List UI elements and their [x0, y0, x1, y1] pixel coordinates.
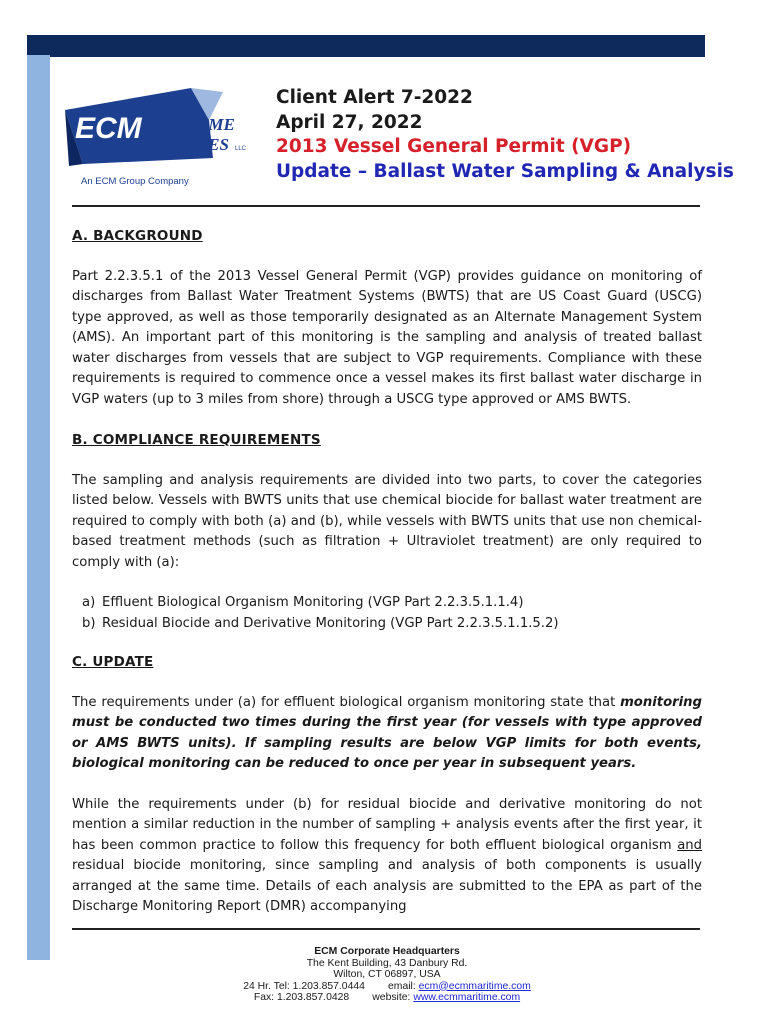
footer-address-line-2: Wilton, CT 06897, USA [333, 969, 441, 980]
footer-address-line-1: The Kent Building, 43 Danbury Rd. [306, 957, 468, 969]
document-body [72, 226, 702, 938]
alert-subject: 2013 Vessel General Permit (VGP) [276, 136, 632, 157]
footer-hq-title: ECM Corporate Headquarters [314, 946, 460, 957]
section-c-paragraph-1: The requirements under (a) for effluent biological organism monitoring state that monitoring must be conducted two times during the first year (for vessels with type approved or AMS BWTS units). If sampling results are below VGP limits for both events, biological monitoring can be reduced to once per year in subsequent years. [72, 694, 702, 771]
logo-maritime-text: MARITIME [147, 115, 235, 134]
top-banner-bar [27, 35, 705, 57]
section-a-body: Part 2.2.3.5.1 of the 2013 Vessel General Permit (VGP) provides guidance on monitoring of discharges from Ballast Water Treatment Systems (BWTS) that are US Coast Guard (USCG) type approved, as well as those temporarily designated as an Alternate Management System (AMS). An important part of this monitoring is the sampling and analysis of treated ballast water discharges from vessels that are subject to VGP requirements. Compliance with these requirements is required to commence once a vessel makes its first ballast water discharge in VGP waters (up to 3 miles from shore) through a USCG type approved or AMS BWTS. [72, 268, 702, 407]
alert-number: Client Alert 7-2022 [276, 87, 473, 108]
footer-tel: 24 Hr. Tel: 1.203.857.0444 [243, 980, 365, 992]
alert-date: April 27, 2022 [276, 111, 423, 133]
section-c-paragraph-2: While the requirements under (b) for residual biocide and derivative monitoring do not mention a similar reduction in the number of sampling + analysis events after the first year, it has been common practice to follow this frequency for both effluent biological organism and residual biocide monitoring, since sampling and analysis of both components is usually arranged at the same time. Details of each analysis are submitted to the EPA as part of the Discharge Monitoring Report (DMR) accompanying [72, 796, 702, 914]
logo-llc-text: LLC [235, 146, 247, 152]
alert-header [276, 86, 734, 184]
header-divider [72, 205, 700, 207]
footer-contact-line: 24 Hr. Tel: 1.203.857.0444 email: ecm@ecmmaritime.com [243, 980, 531, 992]
side-accent-bar [27, 55, 50, 960]
list-item: a) Effluent Biological Organism Monitoring (VGP Part 2.2.3.5.1.1.4) [82, 595, 524, 610]
footer [72, 946, 702, 1004]
footer-fax-line: Fax: 1.203.857.0428 website: www.ecmmaritime.com [253, 992, 521, 1003]
ecm-maritime-logo [63, 80, 268, 190]
footer-fax: Fax: 1.203.857.0428 [253, 992, 350, 1003]
section-a-title: A. BACKGROUND [72, 228, 203, 244]
section-c-title: C. UPDATE [72, 654, 154, 670]
alert-topic: Update – Ballast Water Sampling & Analysis [276, 160, 734, 182]
email-link[interactable]: ecm@ecmmaritime.com [418, 980, 531, 992]
logo-services-text: SERVICES [147, 135, 229, 154]
footer-divider [72, 928, 700, 930]
list-item: b) Residual Biocide and Derivative Monitoring (VGP Part 2.2.3.5.1.1.5.2) [82, 615, 559, 631]
section-b-title: B. COMPLIANCE REQUIREMENTS [72, 432, 321, 448]
logo-ecm-text: ECM [75, 112, 142, 145]
logo-tagline: An ECM Group Company [81, 176, 189, 187]
website-link[interactable]: www.ecmmaritime.com [413, 992, 521, 1003]
requirements-list [72, 593, 702, 634]
section-b-body: The sampling and analysis requirements are divided into two parts, to cover the categories listed below. Vessels with BWTS units that use chemical biocide for ballast water treatment are required to comply with both (a) and (b), while vessels with BWTS units that use non chemical-based treatment methods (such as filtration + Ultraviolet treatment) are only required to comply with (a): [72, 472, 702, 570]
